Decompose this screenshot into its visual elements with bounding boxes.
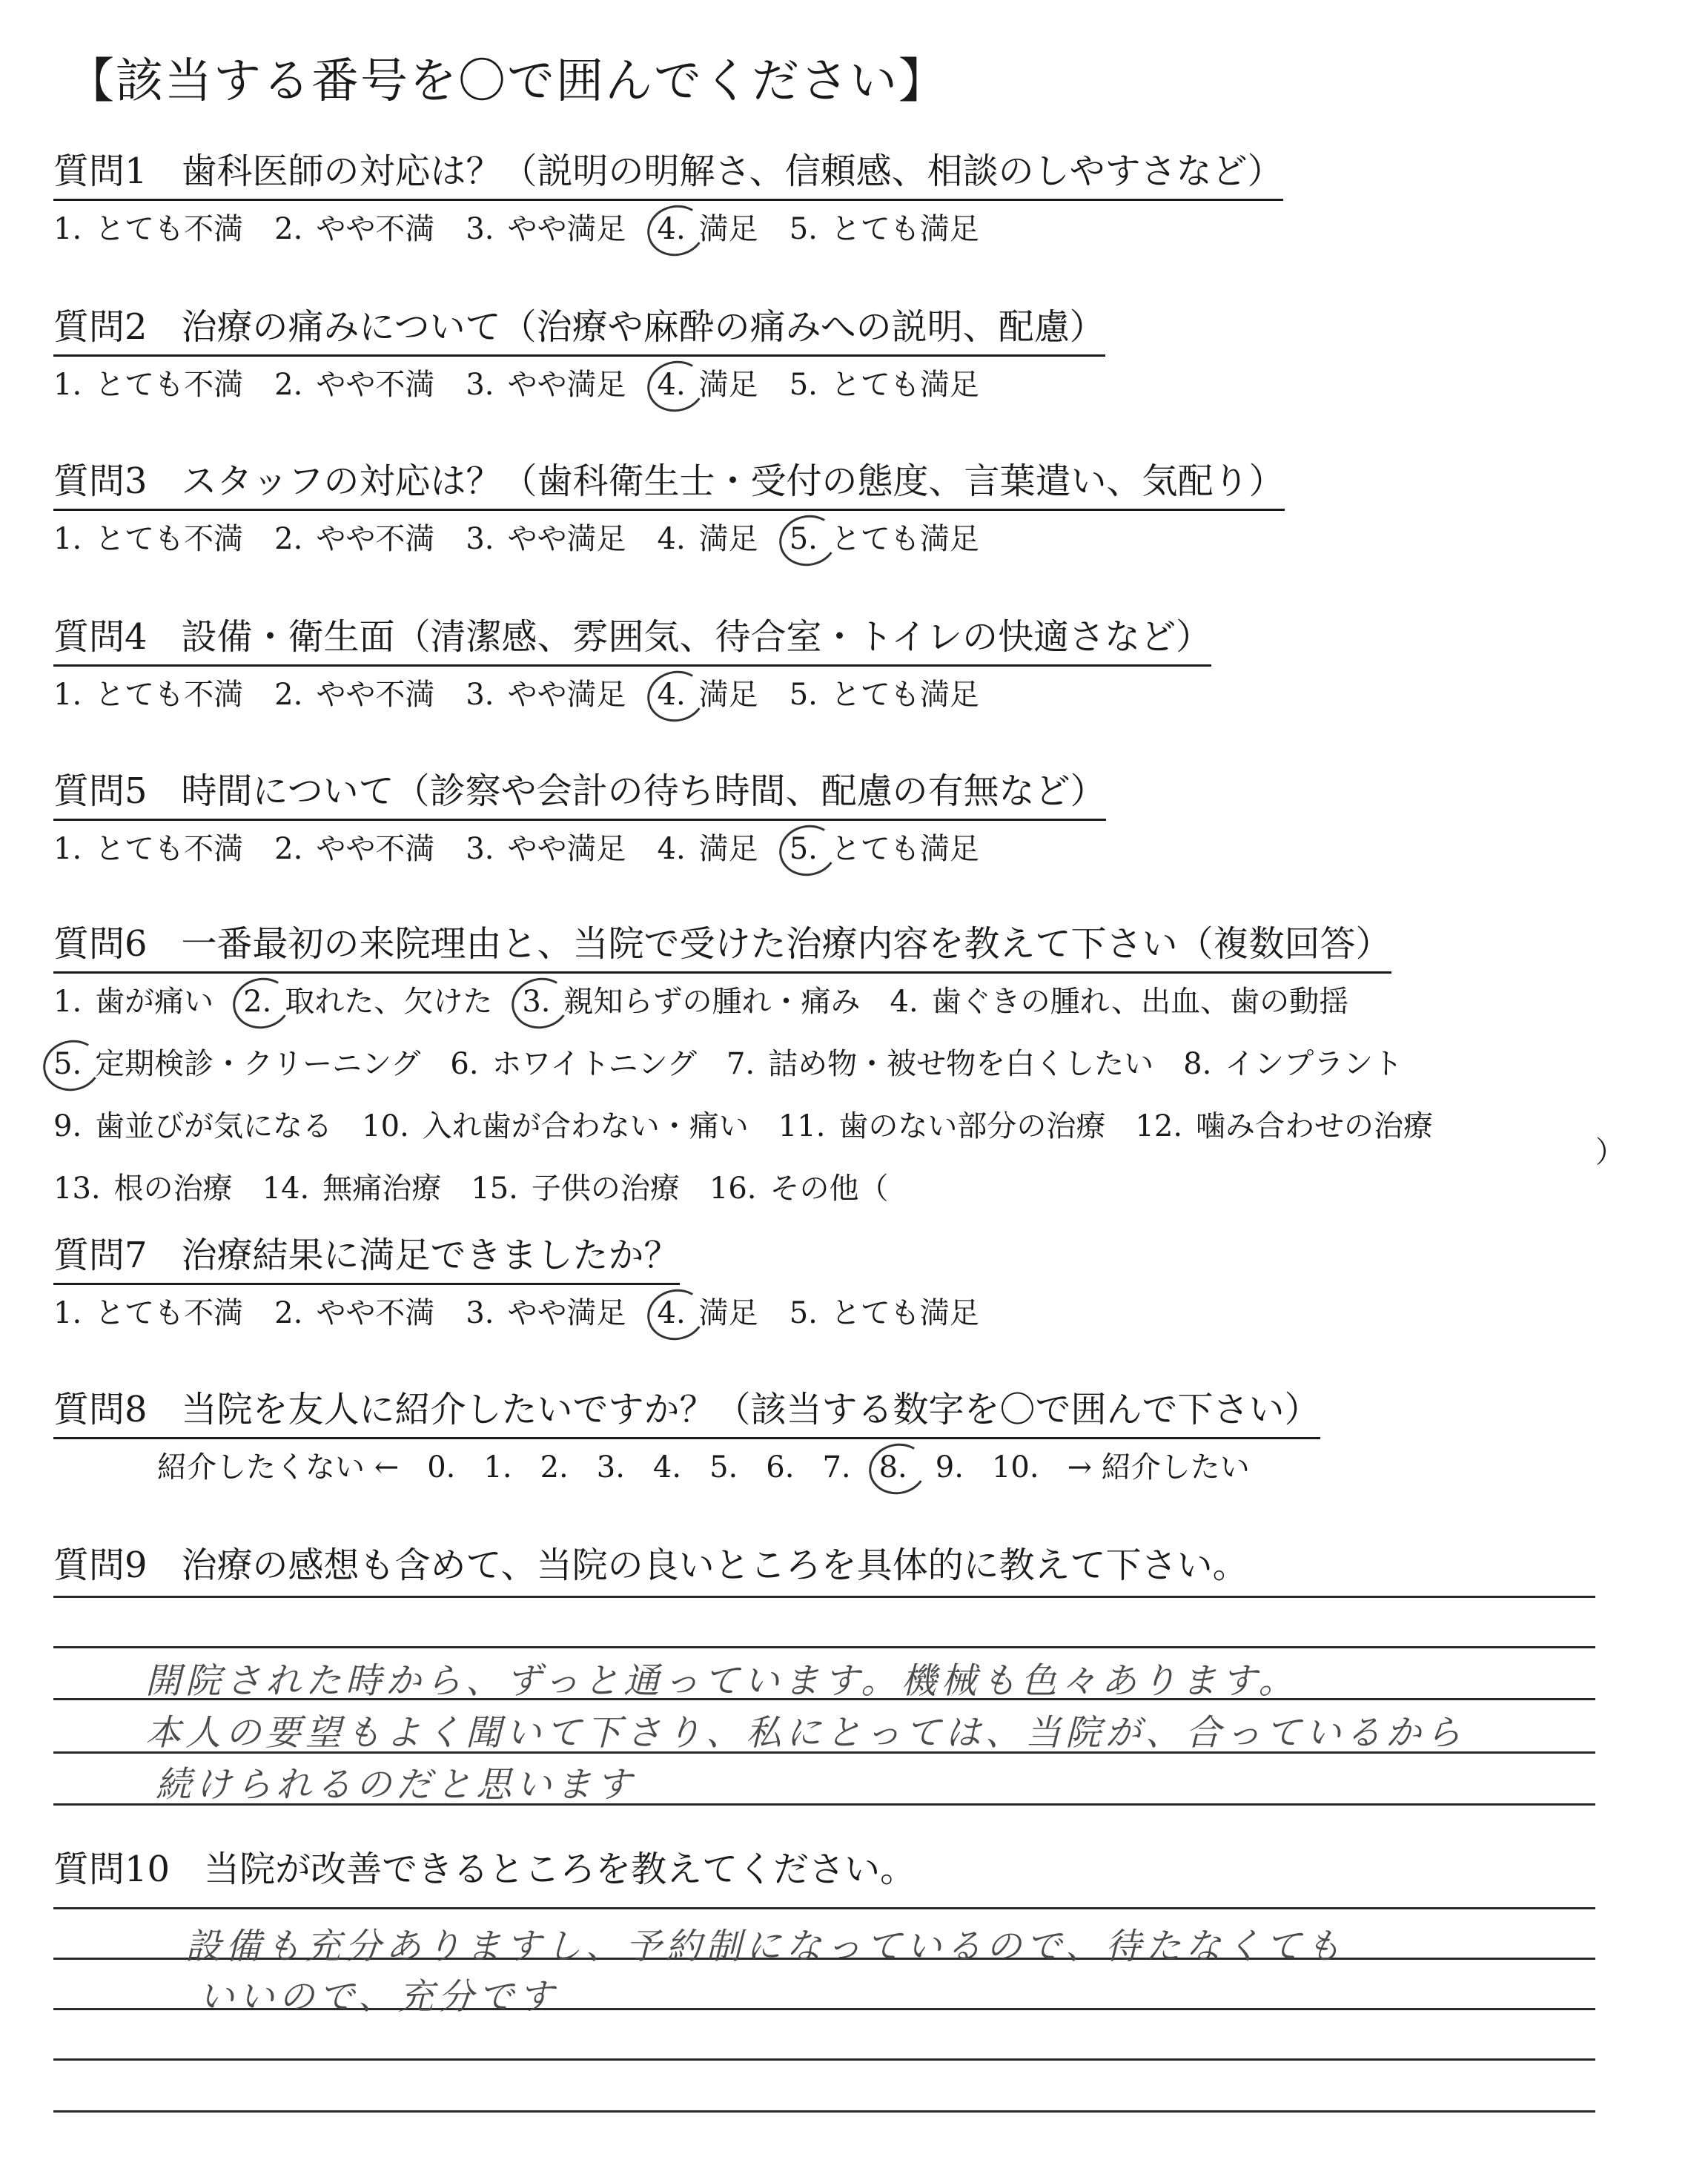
- option-label: 取れた、欠けた: [285, 985, 493, 1019]
- scale-left-label: 紹介したくない ←: [157, 1450, 400, 1484]
- question-heading: [53, 458, 1285, 511]
- question-number: 質問9: [53, 1545, 148, 1586]
- question-9: [53, 1542, 1618, 1593]
- question-heading: [53, 768, 1106, 821]
- checkbox-option[interactable]: [890, 981, 1349, 1023]
- checkbox-option[interactable]: [471, 1168, 680, 1209]
- option-label: やや不満: [316, 1296, 435, 1330]
- question-2: [53, 304, 1618, 406]
- option-number: 1.: [53, 678, 82, 712]
- rating-option[interactable]: [274, 364, 434, 406]
- option-label: とても満足: [830, 832, 979, 866]
- option-label: 満足: [698, 678, 758, 712]
- handwritten-answer-line: 設備も充分ありますし、予約制になっているので、待たなくても: [185, 1926, 1346, 1967]
- question-3: [53, 458, 1618, 560]
- checkbox-option[interactable]: [522, 981, 860, 1023]
- option-number: 3.: [466, 212, 494, 246]
- rating-option[interactable]: [466, 208, 626, 250]
- option-number: 1.: [53, 368, 82, 402]
- option-label: とても満足: [830, 1296, 979, 1330]
- option-number: 1.: [53, 985, 82, 1019]
- option-label: とても不満: [95, 212, 244, 246]
- option-number: 2.: [274, 832, 303, 866]
- option-label: 入れ歯が合わない・痛い: [422, 1109, 749, 1143]
- option-label: やや不満: [316, 368, 435, 402]
- rating-option[interactable]: [53, 1292, 243, 1334]
- rating-option[interactable]: [53, 364, 243, 406]
- question-4: [53, 614, 1618, 716]
- option-number: 2.: [274, 678, 303, 712]
- scale-value[interactable]: 7.: [822, 1450, 851, 1484]
- option-label: 満足: [698, 522, 758, 556]
- option-row: [53, 1106, 1618, 1147]
- option-label: インプラント: [1225, 1047, 1403, 1081]
- handwritten-answer-line: 続けられるのだと思います: [156, 1764, 637, 1806]
- answer-line: [53, 1596, 1595, 1598]
- scale-value[interactable]: 10.: [991, 1450, 1039, 1484]
- option-number: 3.: [466, 832, 494, 866]
- question-text: 当院が改善できるところを教えてください。: [204, 1849, 916, 1890]
- option-label: やや満足: [507, 522, 626, 556]
- option-number: 2.: [274, 212, 303, 246]
- question-5: [53, 768, 1618, 870]
- option-number: 3.: [466, 1296, 494, 1330]
- option-label: 親知らずの腫れ・痛み: [563, 985, 861, 1019]
- rating-option[interactable]: [274, 828, 434, 870]
- option-number: 6.: [450, 1047, 479, 1081]
- rating-options: [53, 518, 1618, 560]
- option-number: 4.: [657, 522, 686, 556]
- question-number: 質問10: [53, 1849, 171, 1890]
- option-label: 満足: [698, 368, 758, 402]
- rating-option[interactable]: [274, 208, 434, 250]
- handwritten-answer-line: 本人の要望もよく聞いて下さり、私にとっては、当院が、合っているから: [145, 1712, 1466, 1754]
- option-label: 噛み合わせの治療: [1196, 1109, 1434, 1143]
- rating-options: [53, 208, 1618, 250]
- question-10: [53, 1846, 1618, 1897]
- option-label: 定期検診・クリーニング: [95, 1047, 421, 1081]
- question-6: [53, 921, 1618, 1209]
- question-heading: [53, 148, 1283, 201]
- checkbox-option[interactable]: [709, 1168, 889, 1209]
- scale-value[interactable]: 1.: [483, 1450, 512, 1484]
- rating-option[interactable]: [790, 828, 979, 870]
- option-number: 4.: [657, 832, 686, 866]
- scale-value[interactable]: 5.: [709, 1450, 738, 1484]
- selected-scale-value[interactable]: 8.: [879, 1447, 907, 1488]
- rating-option[interactable]: [53, 828, 243, 870]
- option-label: とても満足: [830, 522, 979, 556]
- rating-option[interactable]: [658, 1292, 758, 1334]
- rating-options: [53, 828, 1618, 870]
- handwritten-answer-line: 開院された時から、ずっと通っています。機械も色々あります。: [145, 1660, 1299, 1702]
- rating-option[interactable]: [466, 518, 626, 560]
- option-number: 14.: [262, 1172, 310, 1206]
- rating-option[interactable]: [790, 1292, 979, 1334]
- option-label: 満足: [698, 212, 758, 246]
- rating-option[interactable]: [53, 208, 243, 250]
- rating-option[interactable]: [790, 518, 979, 560]
- scale-value[interactable]: 3.: [596, 1450, 625, 1484]
- option-label: ホワイトニング: [491, 1047, 697, 1081]
- question-heading: [53, 614, 1211, 667]
- rating-options: [53, 1292, 1618, 1334]
- selected-option-number: 4.: [658, 208, 686, 250]
- rating-option[interactable]: [274, 674, 434, 716]
- checkbox-option[interactable]: [1183, 1043, 1403, 1085]
- recommend-scale: [157, 1447, 1618, 1488]
- rating-option[interactable]: [53, 518, 243, 560]
- scale-value[interactable]: 0.: [427, 1450, 456, 1484]
- rating-option[interactable]: [790, 364, 979, 406]
- option-number: 11.: [778, 1109, 826, 1143]
- rating-option[interactable]: [466, 1292, 626, 1334]
- question-8: [53, 1387, 1618, 1488]
- answer-line: [53, 2058, 1595, 2061]
- question-number: 質問6: [53, 923, 148, 965]
- option-number: 15.: [471, 1172, 518, 1206]
- scale-value[interactable]: 6.: [766, 1450, 795, 1484]
- option-label: やや不満: [316, 212, 435, 246]
- selected-option-number: 4.: [658, 364, 686, 406]
- option-label: 根の治療: [113, 1172, 233, 1206]
- option-number: 13.: [53, 1172, 101, 1206]
- option-row: [53, 981, 1618, 1023]
- rating-option[interactable]: [274, 518, 434, 560]
- rating-option[interactable]: [466, 364, 626, 406]
- selected-option-number: 3.: [522, 981, 550, 1023]
- option-number: 5.: [789, 368, 818, 402]
- close-paren: ）: [1595, 1135, 1625, 1169]
- option-number: 12.: [1135, 1109, 1183, 1143]
- question-text: 時間について（診察や会計の待ち時間、配慮の有無など）: [181, 770, 1106, 812]
- option-number: 3.: [466, 678, 494, 712]
- option-label: とても不満: [95, 1296, 244, 1330]
- rating-options: [53, 364, 1618, 406]
- option-label: 満足: [698, 1296, 758, 1330]
- rating-option[interactable]: [790, 674, 979, 716]
- option-label: 満足: [698, 832, 758, 866]
- checkbox-option[interactable]: [53, 1106, 332, 1147]
- question-number: 質問4: [53, 616, 148, 658]
- selected-option-number: 5.: [790, 518, 818, 560]
- question-text: 設備・衛生面（清潔感、雰囲気、待合室・トイレの快適さなど）: [181, 616, 1212, 658]
- rating-option[interactable]: [274, 1292, 434, 1334]
- rating-option[interactable]: [790, 208, 979, 250]
- checkbox-option[interactable]: [362, 1106, 749, 1147]
- question-text: 治療の痛みについて（治療や麻酔の痛みへの説明、配慮）: [181, 306, 1105, 348]
- question-heading: [53, 1387, 1320, 1439]
- rating-option[interactable]: [466, 828, 626, 870]
- option-label: 詰め物・被せ物を白くしたい: [768, 1047, 1154, 1081]
- checkbox-option[interactable]: [1135, 1106, 1433, 1147]
- question-text: 治療結果に満足できましたか？: [181, 1235, 680, 1276]
- answer-line: [53, 1907, 1595, 1909]
- rating-option[interactable]: [658, 364, 758, 406]
- selected-option-number: 5.: [53, 1043, 82, 1085]
- scale-right-label: → 紹介したい: [1067, 1450, 1250, 1484]
- checkbox-option[interactable]: [243, 981, 492, 1023]
- option-label: その他（: [769, 1172, 889, 1206]
- question-text: スタッフの対応は？（歯科衛生士・受付の態度、言葉遣い、気配り）: [181, 460, 1285, 502]
- option-number: 10.: [362, 1109, 409, 1143]
- question-number: 質問7: [53, 1235, 148, 1276]
- checkbox-option[interactable]: [262, 1168, 442, 1209]
- option-number: 1.: [53, 212, 82, 246]
- option-label: とても不満: [95, 368, 244, 402]
- option-label: とても満足: [830, 368, 979, 402]
- question-heading: [53, 1542, 1248, 1593]
- option-label: とても不満: [95, 832, 244, 866]
- selected-option-number: 4.: [658, 674, 686, 716]
- option-number: 8.: [1183, 1047, 1212, 1081]
- checkbox-option[interactable]: [726, 1043, 1153, 1085]
- option-number: 5.: [789, 1296, 818, 1330]
- question-number: 質問2: [53, 306, 148, 348]
- question-number: 質問1: [53, 151, 148, 192]
- question-heading: [53, 1232, 680, 1285]
- checkbox-option[interactable]: [53, 981, 214, 1023]
- selected-option-number: 4.: [658, 1292, 686, 1334]
- rating-option[interactable]: [466, 674, 626, 716]
- scale-value[interactable]: 9.: [935, 1450, 964, 1484]
- rating-option[interactable]: [658, 518, 758, 560]
- option-label: 無痛治療: [322, 1172, 442, 1206]
- option-label: やや不満: [316, 678, 435, 712]
- question-1: [53, 148, 1618, 250]
- checkbox-option[interactable]: [53, 1168, 233, 1209]
- page-title: 【該当する番号を〇で囲んでください】: [67, 54, 947, 109]
- option-number: 1.: [53, 832, 82, 866]
- question-number: 質問5: [53, 770, 148, 812]
- option-label: とても満足: [830, 212, 979, 246]
- option-label: 歯のない部分の治療: [838, 1109, 1106, 1143]
- option-label: やや満足: [507, 368, 626, 402]
- option-row: [53, 1043, 1618, 1085]
- option-label: やや満足: [507, 212, 626, 246]
- option-label: とても満足: [830, 678, 979, 712]
- answer-line: [53, 2110, 1595, 2113]
- option-number: 4.: [890, 985, 918, 1019]
- answer-line: [53, 1646, 1595, 1648]
- rating-option[interactable]: [658, 674, 758, 716]
- option-label: とても不満: [95, 678, 244, 712]
- option-label: やや不満: [316, 832, 435, 866]
- option-number: 5.: [789, 212, 818, 246]
- question-heading: [53, 921, 1391, 974]
- option-number: 2.: [274, 368, 303, 402]
- option-label: とても不満: [95, 522, 244, 556]
- rating-options: [53, 674, 1618, 716]
- option-row: [53, 1168, 1618, 1209]
- option-label: やや満足: [507, 1296, 626, 1330]
- question-heading: [53, 304, 1105, 357]
- selected-option-number: 2.: [243, 981, 271, 1023]
- question-text: 一番最初の来院理由と、当院で受けた治療内容を教えて下さい（複数回答）: [181, 923, 1391, 965]
- question-text: 歯科医師の対応は？（説明の明解さ、信頼感、相談のしやすさなど）: [181, 151, 1283, 192]
- question-text: 治療の感想も含めて、当院の良いところを具体的に教えて下さい。: [181, 1545, 1248, 1586]
- option-number: 9.: [53, 1109, 82, 1143]
- option-label: 歯が痛い: [95, 985, 214, 1019]
- question-text: 当院を友人に紹介したいですか？（該当する数字を〇で囲んで下さい）: [181, 1389, 1320, 1430]
- rating-option[interactable]: [658, 208, 758, 250]
- option-number: 7.: [726, 1047, 755, 1081]
- rating-option[interactable]: [53, 674, 243, 716]
- handwritten-answer-line: いいので、充分です: [199, 1976, 559, 2018]
- checkbox-option[interactable]: [53, 1043, 420, 1085]
- option-label: 子供の治療: [531, 1172, 680, 1206]
- option-number: 5.: [789, 678, 818, 712]
- option-number: 1.: [53, 522, 82, 556]
- option-label: やや満足: [507, 832, 626, 866]
- option-number: 1.: [53, 1296, 82, 1330]
- option-number: 3.: [466, 522, 494, 556]
- question-7: [53, 1232, 1618, 1334]
- option-number: 16.: [709, 1172, 757, 1206]
- option-number: 2.: [274, 522, 303, 556]
- question-number: 質問3: [53, 460, 148, 502]
- scale-value[interactable]: 2.: [540, 1450, 569, 1484]
- question-heading: [53, 1846, 916, 1897]
- selected-option-number: 5.: [790, 828, 818, 870]
- option-label: 歯並びが気になる: [95, 1109, 333, 1143]
- checkbox-option[interactable]: [778, 1106, 1106, 1147]
- option-list: [53, 981, 1618, 1209]
- checkbox-option[interactable]: [450, 1043, 697, 1085]
- scale-value[interactable]: 4.: [652, 1450, 682, 1484]
- question-number: 質問8: [53, 1389, 148, 1430]
- option-label: 歯ぐきの腫れ、出血、歯の動揺: [931, 985, 1349, 1019]
- option-label: やや満足: [507, 678, 626, 712]
- option-number: 2.: [274, 1296, 303, 1330]
- option-number: 3.: [466, 368, 494, 402]
- rating-option[interactable]: [658, 828, 758, 870]
- option-label: やや不満: [316, 522, 435, 556]
